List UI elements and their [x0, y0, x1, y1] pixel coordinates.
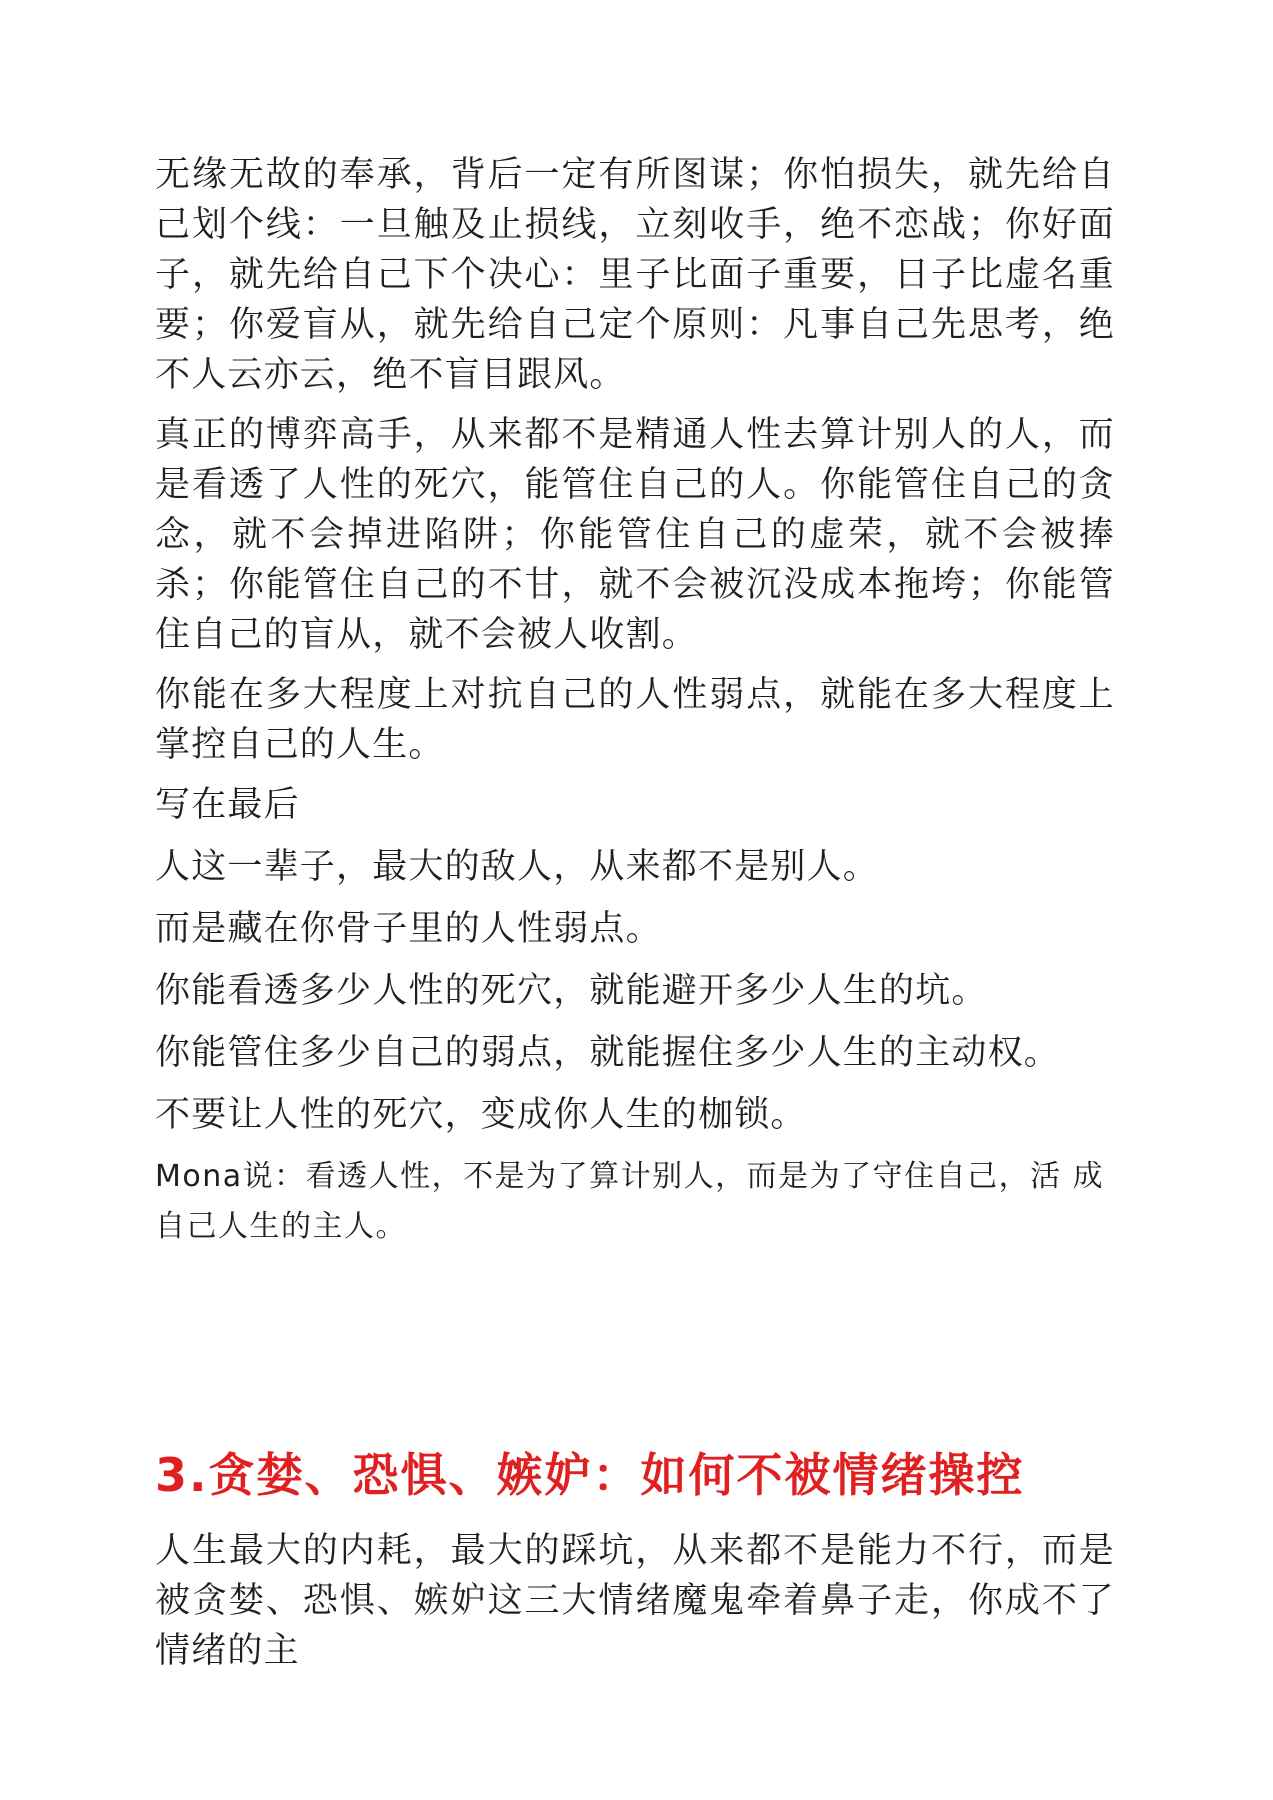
section-spacer [155, 1252, 1115, 1442]
closing-line: 不要让人性的死穴，变成你人生的枷锁。 [155, 1095, 807, 1135]
paragraph-resist-weakness: 你能在多大程度上对抗自己的人性弱点，就能在多大程度上掌控自己的人生。 [155, 675, 1115, 765]
paragraph-game-master: 真正的博弈高手，从来都不是精通人性去算计别人的人，而是看透了人性的死穴，能管住自己的人。你能管住自己的贪念，就不会掉进陷阱；你能管住自己的虚荣，就不会被捧杀；你能管住自己的不甘，就不会被沉没成本拖垮；你能管住自己的盲从，就不会被人收割。 [155, 415, 1115, 655]
section-title: 3.贪婪、恐惧、嫉妒：如何不被情绪操控 [155, 1448, 1025, 1502]
author-signature: Mona说：看透人性，不是为了算计别人，而是为了守住自己，活 成自己人生的主人。 [155, 1159, 1105, 1244]
section-intro: 人生最大的内耗，最大的踩坑，从来都不是能力不行，而是被贪婪、恐惧、嫉妒这三大情绪魔鬼牵着鼻子走，你成不了情绪的主 [155, 1531, 1115, 1671]
paragraph-stop-loss: 无缘无故的奉承，背后一定有所图谋；你怕损失，就先给自己划个线：一旦触及止损线，立刻收手，绝不恋战；你好面子，就先给自己下个决心：里子比面子重要，日子比虚名重要；你爱盲从，就先给自己定个原则：凡事自己先思考，绝不人云亦云，绝不盲目跟风。 [155, 155, 1115, 395]
document-page [155, 150, 1115, 1686]
closing-line: 而是藏在你骨子里的人性弱点。 [155, 909, 662, 949]
closing-heading: 写在最后 [155, 785, 300, 825]
closing-line: 人这一辈子，最大的敌人，从来都不是别人。 [155, 847, 880, 887]
closing-line: 你能看透多少人性的死穴，就能避开多少人生的坑。 [155, 971, 988, 1011]
closing-line: 你能管住多少自己的弱点，就能握住多少人生的主动权。 [155, 1033, 1061, 1073]
